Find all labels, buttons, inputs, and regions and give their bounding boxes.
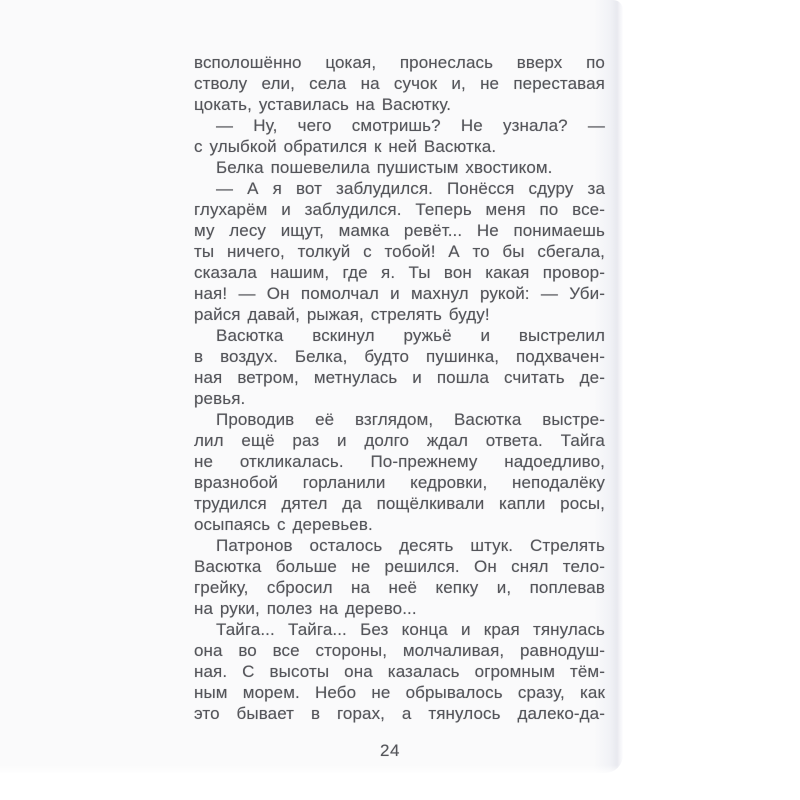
text-line: цокать, уставилась на Васютку. xyxy=(194,95,452,114)
text-line: Патронов осталось десять штук. Стрелять xyxy=(216,536,605,555)
text-line: лил ещё раз и долго ждал ответа. Тайга xyxy=(194,431,605,450)
text-line: грейку, сбросил на неё кепку и, поплевав xyxy=(194,578,605,597)
text-line: на руки, полез на дерево... xyxy=(194,599,417,618)
text-line: в воздух. Белка, будто пушинка, подхвачен- xyxy=(194,347,605,366)
text-line: сказала нашим, где я. Ты вон какая провор- xyxy=(194,263,605,282)
page-bottom-edge xyxy=(0,765,623,777)
text-line: ревья. xyxy=(194,389,246,408)
page-text xyxy=(194,52,605,724)
text-line: всполошённо цокая, пронеслась вверх по xyxy=(194,53,605,72)
text-line: Васютка больше не решился. Он снял тело- xyxy=(194,557,605,576)
text-line: ная! — Он помолчал и махнул рукой: — Уби- xyxy=(194,284,605,303)
text-line: райся давай, рыжая, стрелять буду! xyxy=(194,305,490,324)
text-line: Тайга... Тайга... Без конца и края тянулась xyxy=(216,620,605,639)
text-line: Васютка вскинул ружьё и выстрелил xyxy=(216,326,605,345)
text-line: вразнобой горланили кедровки, неподалёку xyxy=(194,473,605,492)
text-line: она во все стороны, молчаливая, равнодуш- xyxy=(194,641,605,660)
text-line: — А я вот заблудился. Понёсся сдуру за xyxy=(216,179,605,198)
text-line: трудился дятел да пощёлкивали капли росы, xyxy=(194,494,605,513)
text-line: ты ничего, толкуй с тобой! А то бы сбегала, xyxy=(194,242,605,261)
text-line: не откликалась. По-прежнему надоедливо, xyxy=(194,452,605,471)
text-line: Проводив её взглядом, Васютка выстре- xyxy=(216,410,605,429)
text-line: стволу ели, села на сучок и, не переставая xyxy=(194,74,605,93)
text-line: му лесу ищут, мамка ревёт... Не понимаешь xyxy=(194,221,605,240)
text-line: — Ну, чего смотришь? Не узнала? — xyxy=(216,116,605,135)
text-line: осыпаясь с деревьев. xyxy=(194,515,373,534)
text-line: Белка пошевелила пушистым хвостиком. xyxy=(216,158,553,177)
text-line: это бывает в горах, а тянулось далеко-да- xyxy=(194,704,605,723)
text-line: с улыбкой обратился к ней Васютка. xyxy=(194,137,497,156)
text-line: ным морем. Небо не обрывалось сразу, как xyxy=(194,683,605,702)
page-number: 24 xyxy=(380,741,400,760)
text-line: ная. С высоты она казалась огромным тём- xyxy=(194,662,605,681)
text-line: глухарём и заблудился. Теперь меня по все- xyxy=(194,200,605,219)
text-line: ная ветром, метнулась и пошла считать де- xyxy=(194,368,605,387)
